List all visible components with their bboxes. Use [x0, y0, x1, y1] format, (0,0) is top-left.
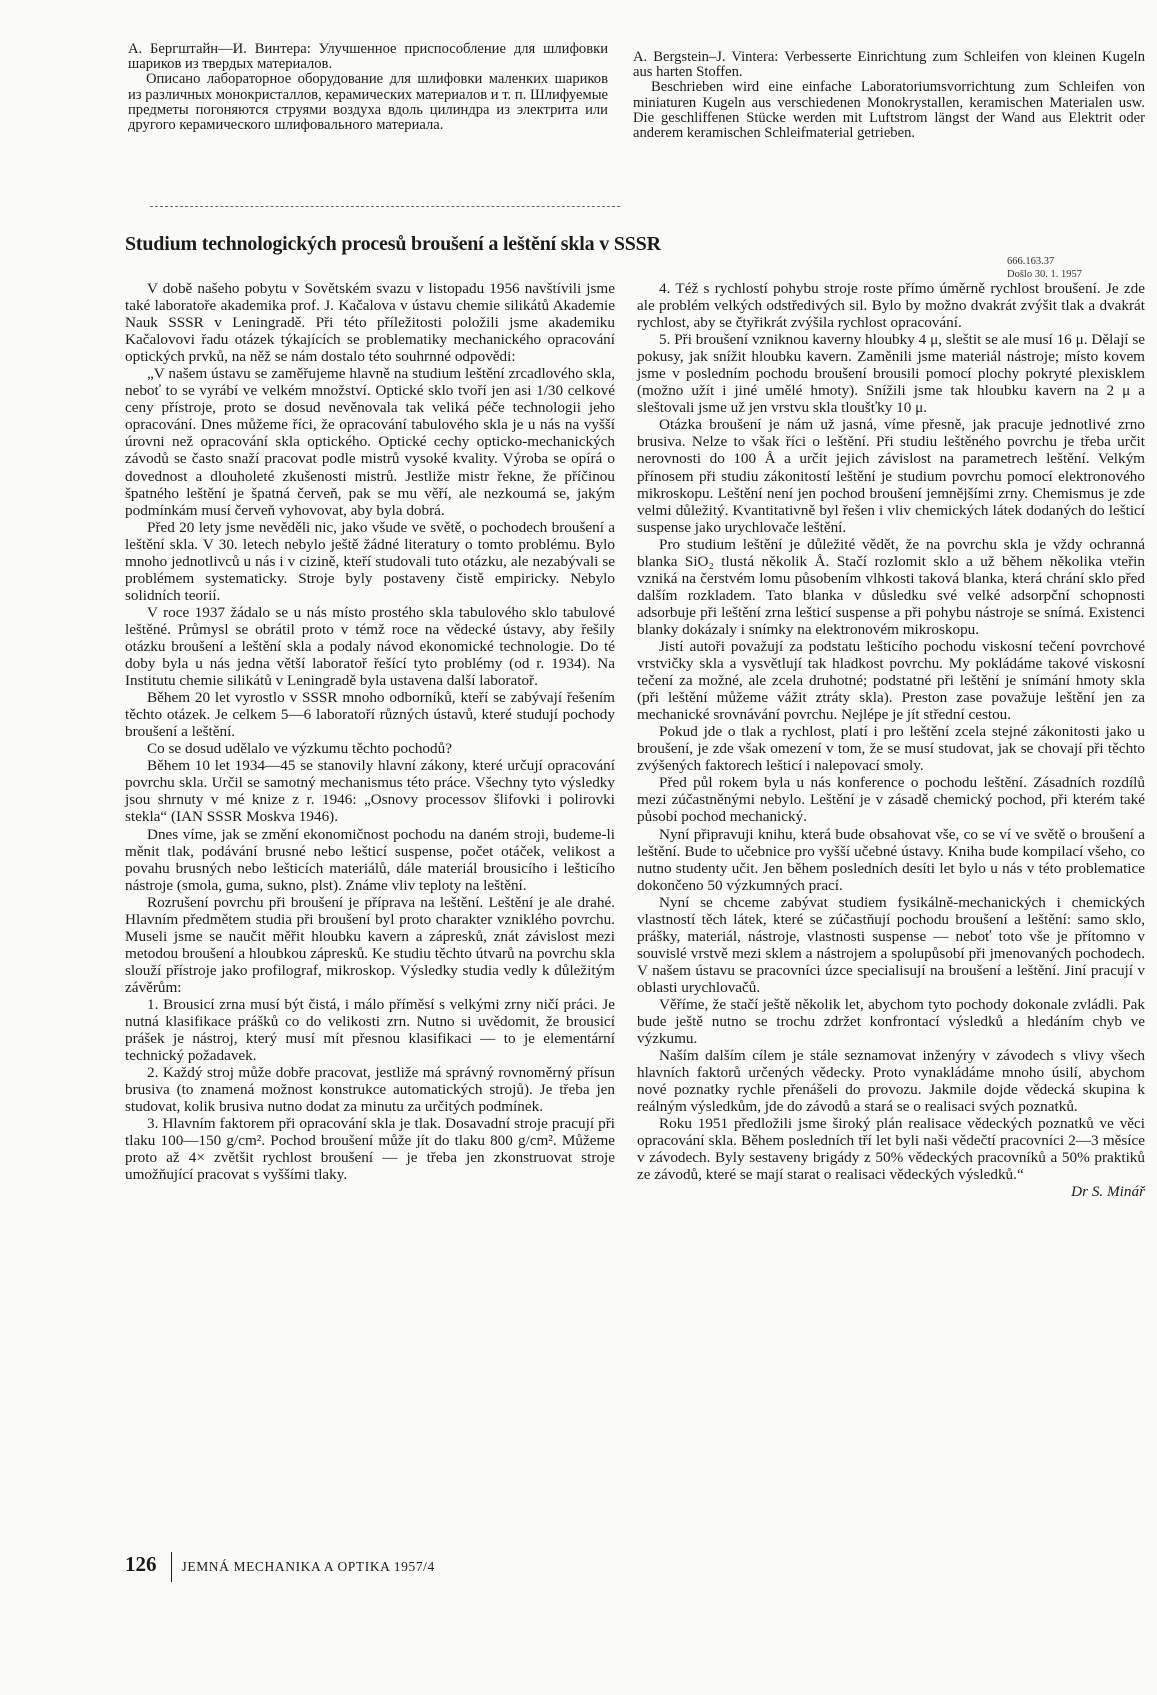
- abstract-russian-title: А. Бергштайн—И. Винтера: Улучшенное приспособление для шлифовки шариков из твердых материалов.: [128, 41, 608, 73]
- article-meta: [1007, 255, 1082, 281]
- paragraph: 4. Též s rychlostí pohybu stroje roste přímo úměrně rychlost broušení. Je zde ale problém velkých odstředivých sil. Bylo by možno dvakrát zvýšit tlak a dvakrát rychlost, aby se čtyřikrát zvýšila rychlost opracování.: [637, 280, 1145, 332]
- received-date: Došlo 30. 1. 1957: [1007, 269, 1082, 280]
- paragraph: 3. Hlavním faktorem při opracování skla je tlak. Dosavadní stroje pracují při tlaku 100—150 g/cm². Pochod broušení může jít do tlaku 800 g/cm². Můžeme proto až 4× zvětšit rychlost broušení — je třeba jen zkonstruovat stroje umožňující pracovat s vyššími tlaky.: [125, 1115, 615, 1184]
- paragraph: Otázka broušení je nám už jasná, víme přesně, jak pracuje jednotlivé zrno brusiva. Nelze to však říci o leštění. Při studiu leštěného povrchu je třeba určit nerovnosti do 100 Å a určit jejich závislost na parametrech leštění. Velkým přínosem při studiu zákonitostí leštění je studium povrchu pomocí elektronového mikroskopu. Leštění není jen pochod broušení jemnějšími zrny. Chemismus je zde velmi důležitý. Kvantitativně byl řešen i vliv chemických látek dodaných do lešticí suspense jako urychlovače leštění.: [637, 416, 1145, 536]
- paragraph: Rozrušení povrchu při broušení je příprava na leštění. Leštění je ale drahé. Hlavním předmětem studia při broušení byl proto charakter vzniklého povrchu. Museli jsme se naučit měřit hloubku kavern a zápresků, znát závislost mezi metodou broušení a hloubkou zápresků. Ke studiu těchto útvarů na povrchu skla slouží přístroje jako profilograf, mikroskop. Výsledky studia vedly k důležitým závěrům:: [125, 893, 615, 996]
- abstract-german-body: Beschrieben wird eine einfache Laboratoriumsvorrichtung zum Schleifen von miniaturen Kugeln aus verschiedenen Monokrystallen, keramischen Materialen usw. Die geschliffenen Stücke werden mit Luftstrom längst der Wand aus Elektrit oder anderem keramischen Schleifmaterial getrieben.: [633, 79, 1145, 142]
- paragraph: Dnes víme, jak se změní ekonomičnost pochodu na daném stroji, budeme-li měnit tlak, podávání brusné nebo lešticí suspense, počet otáček, velikost a povahu brusných nebo lešticích materiálů, dále materiál brousicího i lešticího nástroje (smola, guma, sukno, plst). Známe vliv teploty na leštění.: [125, 825, 615, 894]
- paragraph: V roce 1937 žádalo se u nás místo prostého skla tabulového sklo tabulové leštěné. Průmysl se obrátil proto v témž roce na vědecké ústavy, aby řešily otázku broušení a leštění skla a podaly návod ekonomické technologie. Do té doby byla u nás jedna větší laboratoř řešící tyto problémy (od r. 1934). Na Institutu chemie silikátů v Leningradě byla ustavena další laboratoř.: [125, 603, 615, 690]
- abstract-divider: [150, 206, 620, 207]
- paragraph: Pokud jde o tlak a rychlost, platí i pro leštění zcela stejné zákonitosti jako u broušení, je zde však omezení v tom, že se musí studovat, jak se chovají při těchto zvýšených faktorech lešticí i nalepovací smoly.: [637, 723, 1145, 775]
- paragraph: V době našeho pobytu v Sovětském svazu v listopadu 1956 navštívili jsme také laboratoře akademika prof. J. Kačalova v ústavu chemie silikátů Akademie Nauk SSSR v Leningradě. Při této příležitosti položili jsme akademiku Kačalovovi řadu otázek týkajících se problematiky mechanického opracování optických prvků, na něž se nám dostalo této souhrnné odpovědi:: [125, 280, 615, 366]
- paragraph: Jistí autoři považují za podstatu lešticího pochodu viskosní tečení povrchové vrstvičky skla a vysvětlují tak hladkost povrchu. My pokládáme takové viskosní tečení za možné, ale zcela druhotné; podstatné při leštění je snímání hmoty skla (při leštění můžeme vážit ztráty skla). Preston zase považuje leštění jen za mechanické srovnávání povrchu. Nejlépe je jít střední cestou.: [637, 637, 1145, 724]
- page-footer: [125, 1552, 435, 1582]
- paragraph: Co se dosud udělalo ve výzkumu těchto pochodů?: [147, 740, 452, 758]
- paragraph: 5. Při broušení vzniknou kaverny hloubky 4 μ, sleštit se ale musí 16 μ. Dělají se pokusy, jak snížit hloubku kavern. Zaměnili jsme materiál nástroje; místo kovem jsme v posledním pochodu broušení brousili pomocí plochy pokryté plexisklem (možno užít i jiné umělé hmoty). Snížili jsme tak hloubku kavern na 2 μ a sleštovali jsme už jen vrstvu skla tloušťky 10 μ.: [637, 331, 1145, 417]
- paragraph: 2. Každý stroj může dobře pracovat, jestliže má správný rovnoměrný přísun brusiva (to znamená možnost konstrukce automatických strojů). Je třeba jen studovat, kolik brusiva nutno dodat za minutu za určitých podmínek.: [125, 1064, 615, 1116]
- abstract-german-title: A. Bergstein–J. Vintera: Verbesserte Einrichtung zum Schleifen von kleinen Kugeln aus harten Stoffen.: [633, 49, 1145, 81]
- paragraph: „V našem ústavu se zaměřujeme hlavně na studium leštění zrcadlového skla, neboť to se vyrábí ve velkém množství. Optické sklo tvoří jen asi 1/30 celkové ceny přístroje, proto se dosud nevěnovala tak veliká péče technologii jeho opracování. Dnes můžeme říci, že opracování tabulového skla je u nás na vyšší úrovni než opracování skla optického. Optické cechy opticko-mechanických závodů se často snaží pracovat podle mistrů vysoké kvality. Výroba se opírá o dovednost a dlouholeté zkušenosti mistrů. Jestliže mistr řekne, že příčinou špatného leštění je špatná červeň, pak se mu věří, ale nezkoumá se, jakým podmínkám musí červeň vyhovovat, aby byla dobrá.: [125, 365, 615, 519]
- footer-separator: [171, 1552, 172, 1582]
- abstract-german: [633, 50, 1145, 141]
- abstract-russian: [128, 42, 608, 133]
- paragraph: Nyní se chceme zabývat studiem fysikálně-mechanických i chemických vlastností těch látek, které se zúčastňují pochodu broušení a leštění: samo sklo, prášky, materiál, nástroje, vlastnosti suspense — neboť toto vše je přítomno v souvislé vrstvě mezi sklem a nástrojem a spolupůsobí při jmenovaných pochodech. V našem ústavu se pracovníci úzce specialisují na broušení a leštění. Jiní pracují v oblasti urychlovačů.: [637, 893, 1145, 996]
- paragraph: 1. Brousicí zrna musí být čistá, i málo příměsí s velkými zrny ničí práci. Je nutná klasifikace prášků co do velikosti zrn. Nutno si uvědomit, že brousicí prášek je nástroj, který musí mít přesnou klasifikaci — to je elementární technický požadavek.: [125, 995, 615, 1065]
- paragraph: Před 20 lety jsme nevěděli nic, jako všude ve světě, o pochodech broušení a leštění skla. V 30. letech nebylo ještě žádné literatury o tomto problému. Bylo mnoho jednotlivců u nás i v cizině, kteří studovali tuto otázku, ale nezabývali se problémem systematicky. Stroje byly postaveny čistě empiricky. Nebylo solidních teorií.: [125, 518, 615, 604]
- article-column-left: [125, 280, 615, 1183]
- paragraph: Během 20 let vyrostlo v SSSR mnoho odborníků, kteří se zabývají řešením těchto otázek. Je celkem 5—6 laboratoří různých ústavů, které studují pochody broušení a leštění.: [125, 689, 615, 741]
- article-column-right: [637, 280, 1145, 1201]
- paragraph: Věříme, že stačí ještě několik let, abychom tyto pochody dokonale zvládli. Pak bude ještě nutno se trochu zdržet konfrontací výsledků a hledáním chyb ve výzkumu.: [637, 995, 1145, 1048]
- udc-code: 666.163.37: [1007, 256, 1055, 267]
- page-number: 126: [125, 1552, 157, 1576]
- paragraph: Nyní připravuji knihu, která bude obsahovat vše, co se ví ve světě o broušení a leštění. Bude to učebnice pro vyšší učebné ústavy. Kniha bude kompilací všeho, co nutno studenty učit. Jen během posledních desíti let bylo u nás v této problematice dokončeno 50 výzkumných prací.: [637, 825, 1145, 894]
- paragraph: Před půl rokem byla u nás konference o pochodu leštění. Zásadních rozdílů mezi zúčastněnými nebylo. Leštění je v zásadě chemický pochod, při kterém také působí pochod mechanický.: [637, 774, 1145, 826]
- author-signature: Dr S. Minář: [1071, 1183, 1145, 1201]
- paragraph: Roku 1951 předložili jsme široký plán realisace vědeckých poznatků ve věci opracování skla. Během posledních tří let byli naši vědečtí pracovníci 2—3 měsíce v závodech. Byly sestaveny brigády z 50% vědeckých pracovníků a 50% praktiků ze závodů, které se mají starat o realisaci vědeckých výsledků.“: [637, 1115, 1145, 1184]
- journal-name: JEMNÁ MECHANIKA A OPTIKA 1957/4: [181, 1559, 435, 1574]
- article-title: Studium technologických procesů broušení a leštění skla v SSSR: [125, 233, 661, 255]
- paragraph: Naším dalším cílem je stále seznamovat inženýry v závodech s vlivy všech hlavních faktorů určených vědecky. Proto vynakládáme mnoho úsilí, abychom nové poznatky rychle přenášeli do provozu. Jakmile dojde vědecká skupina k reálným výsledkům, jde do závodů a stará se o realisaci svých poznatků.: [637, 1047, 1145, 1116]
- paragraph: Během 10 let 1934—45 se stanovily hlavní zákony, které určují opracování povrchu skla. Určil se samotný mechanismus této práce. Všechny tyto výsledky jsou shrnuty v mé knize z r. 1946: „Osnovy processov šlifovki i polirovki stekla“ (IAN SSSR Moskva 1946).: [125, 757, 615, 826]
- abstract-russian-body: Описано лабораторное оборудование для шлифовки маленких шариков из различных монокристаллов, керамических материалов и т. п. Шлифуемые предметы погоняются струями воздуха вдоль цилиндра из электрита или другого керамического шлифовального материала.: [128, 71, 608, 134]
- paragraph: Pro studium leštění je důležité vědět, že na povrchu skla je vždy ochranná blanka SiO₂ tlustá několik Å. Stačí rozlomit sklo a už během několika vteřin vzniká na čerstvém lomu působením vlhkosti taková blanka, která chrání sklo před dalším rozkladem. Tato blanka v důsledku své velké adsorpční schopnosti adsorbuje při leštění zrna lešticí suspense a při pohybu nástroje se snímá. Existenci blanky dokázaly i snímky na elektronovém mikroskopu.: [637, 535, 1145, 638]
